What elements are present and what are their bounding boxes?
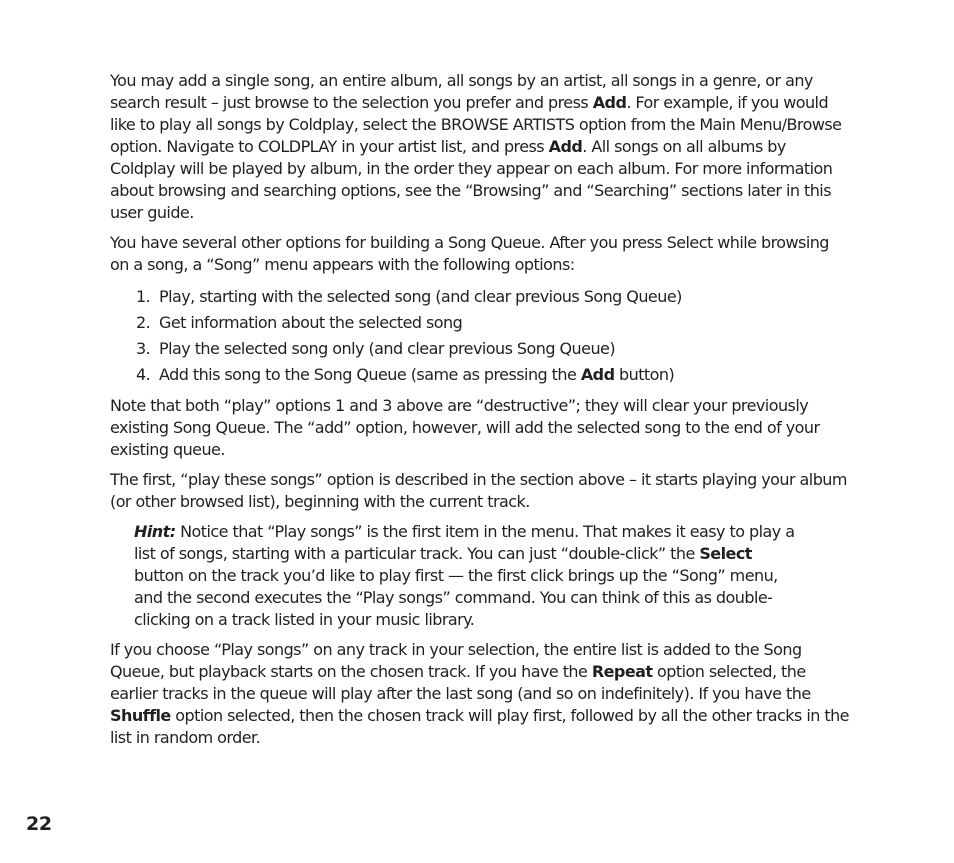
list-text: Play, starting with the selected song (and clear previous Song Queue) [159, 287, 682, 306]
paragraph-play-these-songs: The first, “play these songs” option is described in the section above – it starts playing your album (or other browsed list), beginning with the current track. [110, 470, 847, 511]
text-run: button) [614, 365, 675, 384]
paragraph-adding-songs [110, 70, 850, 224]
page-content [110, 70, 850, 757]
paragraph-play-songs-behavior [110, 639, 850, 749]
text-run: Add this song to the Song Queue (same as pressing the [159, 365, 581, 384]
list-item [110, 284, 850, 310]
song-menu-options-list [110, 284, 850, 388]
bold-select: Select [699, 544, 752, 563]
bold-shuffle: Shuffle [110, 706, 171, 725]
list-item [110, 362, 850, 388]
text-run: Notice that “Play songs” is the first item in the menu. That makes it easy to play a list of songs, starting with a particular track. You can just “double-click” the [134, 522, 795, 563]
text-run: If you choose “Play songs” on any track in your selection, the entire list is added to the Song Queue, but playback starts on the chosen track. If you have the [110, 640, 802, 681]
bold-add: Add [580, 365, 615, 384]
text-run: button on the track you’d like to play first — the first click brings up the “Song” menu, and the second executes the “Play songs” command. You can think of this as double-clicking on a track listed in your music library. [134, 566, 778, 629]
page-number: 22 [26, 813, 52, 835]
text-run: You may add a single song, an entire album, all songs by an artist, all songs in a genre, or any search result – just browse to the selection you prefer and press [110, 71, 813, 112]
text-run: option selected, the earlier tracks in the queue will play after the last song (and so on indefinitely). If you have the [110, 662, 811, 703]
list-item [110, 310, 850, 336]
list-number: 4. [136, 365, 151, 384]
bold-add: Add [548, 137, 583, 156]
list-text [159, 365, 674, 384]
list-text: Get information about the selected song [159, 313, 463, 332]
paragraph-destructive-note: Note that both “play” options 1 and 3 above are “destructive”; they will clear your previously existing Song Queue. The “add” option, however, will add the selected song to the end of your existing queue. [110, 396, 820, 459]
list-number: 2. [136, 313, 151, 332]
list-number: 1. [136, 287, 151, 306]
list-number: 3. [136, 339, 151, 358]
hint-block [134, 521, 800, 631]
bold-add: Add [592, 93, 627, 112]
hint-label: Hint: [134, 522, 176, 541]
text-run: . All songs on all albums by Coldplay will be played by album, in the order they appear on each album. For more information about browsing and searching options, see the “Browsing” and “Searching” sections later in this user guide. [110, 137, 833, 222]
bold-repeat: Repeat [591, 662, 653, 681]
list-text: Play the selected song only (and clear previous Song Queue) [159, 339, 616, 358]
text-run: . For example, if you would like to play all songs by Coldplay, select the BROWSE ARTISTS option from the Main Menu/Browse option. Navigate to COLDPLAY in your artist list, and press [110, 93, 842, 156]
list-item [110, 336, 850, 362]
paragraph-song-queue-options: You have several other options for building a Song Queue. After you press Select while browsing on a song, a “Song” menu appears with the following options: [110, 233, 829, 274]
text-run: option selected, then the chosen track will play first, followed by all the other tracks in the list in random order. [110, 706, 849, 747]
